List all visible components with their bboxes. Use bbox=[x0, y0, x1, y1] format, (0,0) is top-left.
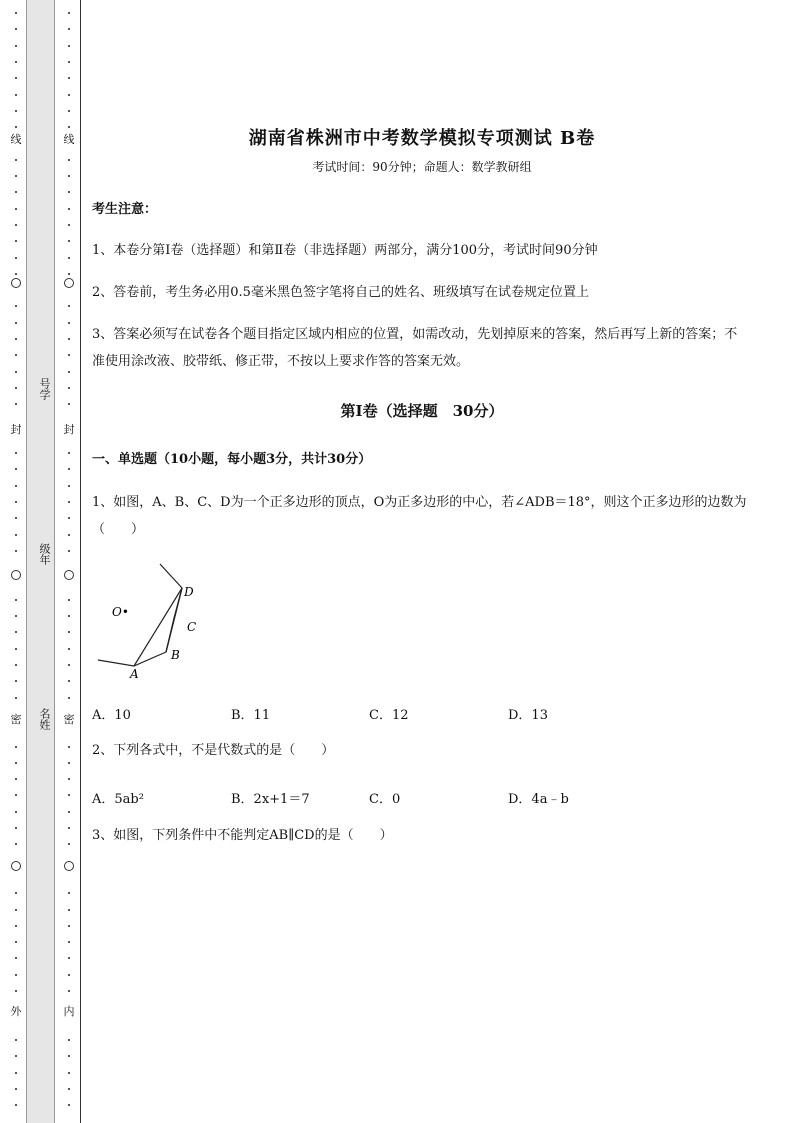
margin-char: 线 bbox=[63, 133, 75, 146]
dot bbox=[68, 631, 70, 633]
dot bbox=[15, 550, 17, 552]
question-1-stem: 1、如图，A、B、C、D为一个正多边形的顶点，O为正多边形的中心，若∠ADB＝18°，则这个正多边形的边数为（ ） bbox=[92, 495, 747, 537]
dot bbox=[15, 468, 17, 470]
dot bbox=[68, 762, 70, 764]
dot bbox=[15, 273, 17, 275]
polygon-edges bbox=[98, 564, 182, 666]
dot bbox=[15, 45, 17, 47]
dot bbox=[68, 957, 70, 959]
dot bbox=[15, 94, 17, 96]
dot bbox=[15, 615, 17, 617]
dot bbox=[68, 941, 70, 943]
circle-mark bbox=[11, 861, 21, 871]
dot bbox=[68, 273, 70, 275]
dot bbox=[68, 599, 70, 601]
label-student-number: 号学 bbox=[38, 378, 51, 400]
dot bbox=[15, 322, 17, 324]
dot bbox=[15, 599, 17, 601]
label-b: B bbox=[171, 648, 180, 662]
dot bbox=[68, 240, 70, 242]
option-a: A．10 bbox=[92, 708, 131, 723]
dot bbox=[68, 778, 70, 780]
dot bbox=[15, 77, 17, 79]
dot bbox=[15, 517, 17, 519]
dot bbox=[68, 550, 70, 552]
dot bbox=[68, 827, 70, 829]
dot bbox=[15, 191, 17, 193]
dot bbox=[15, 126, 17, 128]
dot bbox=[15, 957, 17, 959]
dot bbox=[68, 485, 70, 487]
notice-heading: 考生注意： bbox=[92, 202, 158, 217]
notice-item-2: 2、答卷前，考生务必用0.5毫米黑色签字笔将自己的姓名、班级填写在试卷规定位置上 bbox=[92, 285, 589, 300]
dot bbox=[68, 615, 70, 617]
dot bbox=[68, 534, 70, 536]
dot bbox=[68, 452, 70, 454]
dot bbox=[68, 126, 70, 128]
margin-char: 封 bbox=[63, 423, 75, 436]
dot bbox=[68, 746, 70, 748]
dot bbox=[68, 354, 70, 356]
dot bbox=[68, 305, 70, 307]
dot bbox=[68, 175, 70, 177]
dot bbox=[68, 94, 70, 96]
dot bbox=[68, 974, 70, 976]
dot bbox=[68, 77, 70, 79]
circle-mark bbox=[11, 570, 21, 580]
dot bbox=[68, 1104, 70, 1106]
polygon-figure bbox=[92, 558, 212, 683]
segment-bd bbox=[166, 588, 182, 652]
dot bbox=[15, 257, 17, 259]
dot bbox=[68, 322, 70, 324]
dot bbox=[15, 175, 17, 177]
dot bbox=[68, 680, 70, 682]
label-d: D bbox=[184, 585, 194, 599]
dot bbox=[15, 338, 17, 340]
dot bbox=[15, 990, 17, 992]
dot bbox=[68, 1088, 70, 1090]
dot bbox=[68, 45, 70, 47]
dot bbox=[68, 648, 70, 650]
dot bbox=[15, 485, 17, 487]
dot bbox=[15, 403, 17, 405]
dot bbox=[15, 354, 17, 356]
dot bbox=[15, 305, 17, 307]
margin-char: 密 bbox=[63, 713, 75, 726]
dot bbox=[15, 664, 17, 666]
dot bbox=[15, 240, 17, 242]
notice-item-3: 3、答案必须写在试卷各个题目指定区域内相应的位置，如需改动，先划掉原来的答案，然后再写上新的答案；不准使用涂改液、胶带纸、修正带，不按以上要求作答的答案无效。 bbox=[92, 327, 738, 369]
margin-char: 封 bbox=[10, 423, 22, 436]
dot bbox=[15, 892, 17, 894]
dot bbox=[15, 1055, 17, 1057]
circle-mark bbox=[11, 278, 21, 288]
dot bbox=[68, 224, 70, 226]
dot bbox=[68, 517, 70, 519]
dot bbox=[68, 191, 70, 193]
circle-mark bbox=[64, 278, 74, 288]
dot bbox=[68, 990, 70, 992]
circle-mark bbox=[64, 861, 74, 871]
dot bbox=[68, 61, 70, 63]
margin-char: 线 bbox=[10, 133, 22, 146]
dot bbox=[15, 1039, 17, 1041]
dot bbox=[15, 387, 17, 389]
page-title: 湖南省株洲市中考数学模拟专项测试 B卷 bbox=[248, 128, 596, 149]
dot bbox=[68, 1039, 70, 1041]
question-3-stem: 3、如图，下列条件中不能判定AB∥CD的是（ ） bbox=[92, 828, 393, 843]
dot bbox=[15, 452, 17, 454]
margin-char: 密 bbox=[10, 713, 22, 726]
option-d: D．13 bbox=[508, 708, 548, 723]
dot bbox=[68, 387, 70, 389]
polygon-diagram bbox=[92, 558, 212, 683]
dot bbox=[15, 680, 17, 682]
dot bbox=[15, 110, 17, 112]
dot bbox=[68, 892, 70, 894]
option-b: B．11 bbox=[231, 708, 271, 723]
dot bbox=[15, 1088, 17, 1090]
margin-char: 内 bbox=[63, 1005, 75, 1018]
dot bbox=[68, 811, 70, 813]
dot bbox=[15, 746, 17, 748]
part-heading: 一、单选题（10小题，每小题3分，共计30分） bbox=[92, 452, 372, 467]
dot bbox=[68, 338, 70, 340]
dot bbox=[15, 371, 17, 373]
dot bbox=[15, 61, 17, 63]
dot bbox=[15, 794, 17, 796]
dot bbox=[68, 501, 70, 503]
dot bbox=[68, 909, 70, 911]
dot bbox=[68, 1072, 70, 1074]
margin-border-line bbox=[80, 0, 81, 1123]
exam-info: 考试时间：90分钟；命题人：数学教研组 bbox=[312, 160, 532, 174]
dot bbox=[68, 159, 70, 161]
dot bbox=[15, 224, 17, 226]
dot bbox=[68, 843, 70, 845]
dot bbox=[15, 534, 17, 536]
dot bbox=[15, 778, 17, 780]
dot bbox=[68, 1055, 70, 1057]
dot bbox=[68, 925, 70, 927]
dot bbox=[68, 697, 70, 699]
dot bbox=[68, 664, 70, 666]
dot bbox=[15, 697, 17, 699]
circle-mark bbox=[64, 570, 74, 580]
margin-char: 外 bbox=[10, 1005, 22, 1018]
dot bbox=[15, 28, 17, 30]
label-o: O• bbox=[112, 605, 129, 619]
dot bbox=[15, 827, 17, 829]
dot bbox=[15, 941, 17, 943]
dot bbox=[15, 811, 17, 813]
option-b: B．2x+1＝7 bbox=[231, 792, 310, 807]
dot bbox=[68, 371, 70, 373]
dot bbox=[15, 925, 17, 927]
label-name: 名姓 bbox=[38, 708, 51, 730]
dot bbox=[15, 1072, 17, 1074]
option-a: A．5ab² bbox=[92, 792, 144, 807]
dot bbox=[68, 403, 70, 405]
dot bbox=[15, 974, 17, 976]
dot bbox=[15, 208, 17, 210]
label-grade: 级年 bbox=[38, 543, 51, 565]
section-title: 第I卷（选择题 30分） bbox=[340, 402, 504, 420]
option-c: C．0 bbox=[369, 792, 401, 807]
dot bbox=[15, 501, 17, 503]
binding-margin bbox=[0, 0, 82, 1123]
dot bbox=[68, 468, 70, 470]
dot bbox=[15, 648, 17, 650]
dot bbox=[15, 631, 17, 633]
label-a: A bbox=[130, 667, 139, 681]
dot bbox=[15, 12, 17, 14]
dot bbox=[68, 12, 70, 14]
dot bbox=[15, 843, 17, 845]
dot bbox=[68, 110, 70, 112]
option-d: D．4a﹣b bbox=[508, 792, 569, 807]
notice-item-1: 1、本卷分第I卷（选择题）和第Ⅱ卷（非选择题）两部分，满分100分，考试时间90分钟 bbox=[92, 243, 598, 258]
label-c: C bbox=[187, 620, 197, 634]
inner-dotted-line bbox=[62, 0, 76, 1123]
dot bbox=[68, 28, 70, 30]
dot bbox=[15, 159, 17, 161]
dot bbox=[68, 794, 70, 796]
dot bbox=[68, 208, 70, 210]
dot bbox=[15, 909, 17, 911]
question-2-stem: 2、下列各式中，不是代数式的是（ ） bbox=[92, 743, 335, 758]
dot bbox=[15, 1104, 17, 1106]
dot bbox=[68, 257, 70, 259]
dot bbox=[15, 762, 17, 764]
outer-dotted-line bbox=[9, 0, 23, 1123]
option-c: C．12 bbox=[369, 708, 409, 723]
